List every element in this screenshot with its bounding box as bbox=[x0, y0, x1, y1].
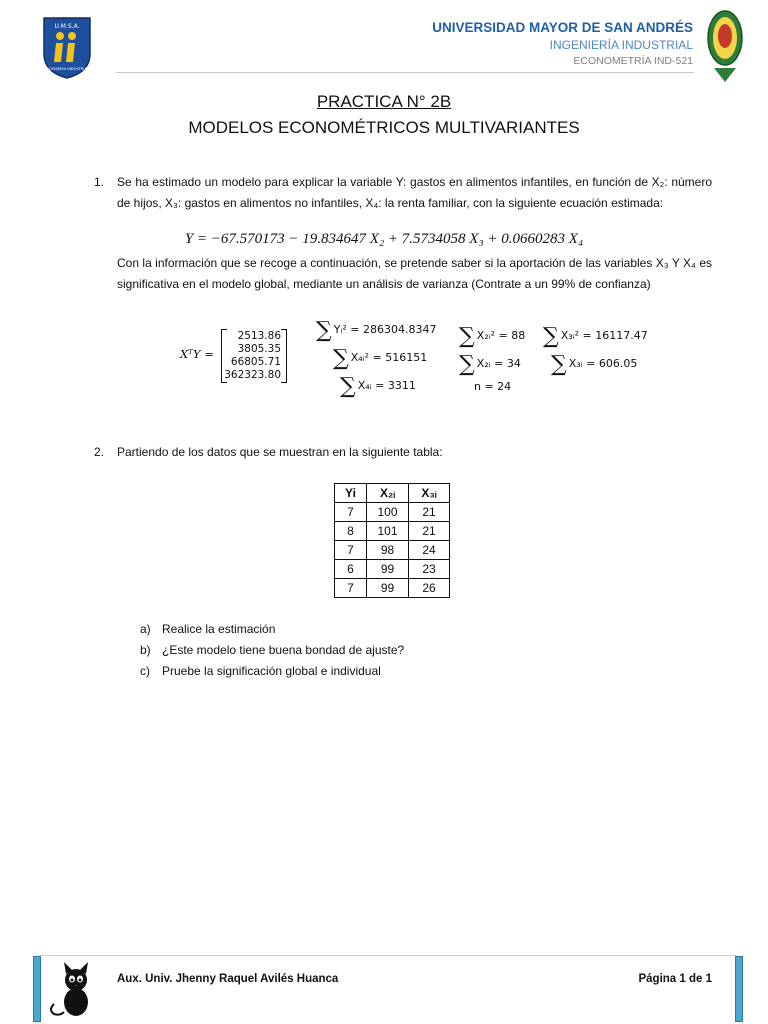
table-cell: 7 bbox=[335, 579, 367, 598]
svg-text:U.M.S.A.: U.M.S.A. bbox=[54, 23, 80, 30]
table-cell: 7 bbox=[335, 541, 367, 560]
problem-2-statement: Partiendo de los datos que se muestran en la siguiente tabla: bbox=[117, 445, 443, 459]
practice-title: PRACTICA N° 2B bbox=[316, 92, 452, 111]
table-cell: 101 bbox=[367, 522, 409, 541]
table-row bbox=[335, 579, 450, 598]
table-cell: 23 bbox=[409, 560, 450, 579]
table-cell: 6 bbox=[335, 560, 367, 579]
sum-yi2: ∑ Yᵢ² = 286304.8347 bbox=[316, 318, 437, 343]
bracket-right bbox=[281, 329, 287, 383]
sigma-icon: ∑ bbox=[333, 346, 349, 371]
header-divider bbox=[116, 72, 694, 73]
item-text: Pruebe la significación global e individual bbox=[162, 664, 381, 678]
footer-bar-left bbox=[33, 956, 41, 1022]
table-cell: 24 bbox=[409, 541, 450, 560]
table-cell: 8 bbox=[335, 522, 367, 541]
ii-logo-icon bbox=[40, 14, 94, 80]
table-row bbox=[335, 522, 450, 541]
xty-label: XᵀY = bbox=[180, 347, 214, 361]
university-name: UNIVERSIDAD MAYOR DE SAN ANDRÉS bbox=[432, 20, 693, 35]
problem-1-number: 1. bbox=[94, 175, 105, 189]
sigma-icon: ∑ bbox=[459, 352, 475, 377]
svg-text:INGENIERÍA INDUSTRIAL: INGENIERÍA INDUSTRIAL bbox=[45, 67, 89, 71]
xty-value: 3805.35 bbox=[237, 343, 281, 355]
sigma-icon: ∑ bbox=[316, 318, 332, 343]
item-label: a) bbox=[140, 622, 151, 636]
sigma-icon: ∑ bbox=[459, 324, 475, 349]
table-cell: 99 bbox=[367, 560, 409, 579]
sigma-icon: ∑ bbox=[543, 324, 559, 349]
table-row bbox=[335, 560, 450, 579]
footer-bar-right bbox=[735, 956, 743, 1022]
university-seal-icon bbox=[706, 8, 744, 84]
data-table bbox=[334, 483, 450, 598]
problem-1-statement: Se ha estimado un modelo para explicar la variable Y: gastos en alimentos infantiles, en función de X₂: número de hijos, X₃: gastos en alimentos no infantiles, X₄: la renta familiar, con la siguiente ecuación estimada: bbox=[117, 175, 712, 210]
sample-size: n = 24 bbox=[474, 380, 512, 393]
table-cell: 21 bbox=[409, 503, 450, 522]
black-cat-icon bbox=[48, 958, 98, 1018]
item-text: ¿Este modelo tiene buena bondad de ajuste? bbox=[162, 643, 405, 657]
estimated-equation: Y = −67.570173 − 19.834647 X₂ + 7.5734058 X₃ + 0.0660283 X₄ bbox=[184, 231, 584, 247]
table-header-row bbox=[335, 484, 450, 503]
sum-x4i: ∑ X₄ᵢ = 3311 bbox=[340, 374, 416, 399]
table-row bbox=[335, 541, 450, 560]
sum-x3i: ∑ X₃ᵢ = 606.05 bbox=[551, 352, 638, 377]
sum-x2i: ∑ X₂ᵢ = 34 bbox=[459, 352, 521, 377]
footer-author: Aux. Univ. Jhenny Raquel Avilés Huanca bbox=[117, 973, 339, 985]
footer-page-number: Página 1 de 1 bbox=[638, 973, 712, 985]
table-cell: 99 bbox=[367, 579, 409, 598]
item-text: Realice la estimación bbox=[162, 622, 276, 636]
table-cell: 100 bbox=[367, 503, 409, 522]
sum-x2i2: ∑ X₂ᵢ² = 88 bbox=[459, 324, 526, 349]
faculty-name: INGENIERÍA INDUSTRIAL bbox=[549, 38, 693, 52]
table-cell: 7 bbox=[335, 503, 367, 522]
table-cell: 26 bbox=[409, 579, 450, 598]
column-header: Yi bbox=[335, 484, 367, 503]
item-label: c) bbox=[140, 664, 150, 678]
footer-divider bbox=[40, 955, 736, 956]
column-header: X₃ᵢ bbox=[409, 484, 450, 503]
table-row bbox=[335, 503, 450, 522]
xty-value: 66805.71 bbox=[230, 356, 281, 368]
sigma-icon: ∑ bbox=[340, 374, 356, 399]
xty-value: 2513.86 bbox=[237, 330, 281, 342]
column-header: X₂ᵢ bbox=[367, 484, 409, 503]
item-label: b) bbox=[140, 643, 151, 657]
table-cell: 21 bbox=[409, 522, 450, 541]
problem-2-number: 2. bbox=[94, 445, 105, 459]
problem-1-statement-2: Con la información que se recoge a continuación, se pretende saber si la aportación de las variables X₃ Y X₄ es significativa en el modelo global, mediante un análisis de varianza (Contrate a un 99% de confianza) bbox=[117, 256, 712, 291]
xty-vector bbox=[221, 329, 287, 383]
sum-x4i2: ∑ X₄ᵢ² = 516151 bbox=[333, 346, 428, 371]
sigma-icon: ∑ bbox=[551, 352, 567, 377]
course-name: ECONOMETRÍA IND-521 bbox=[573, 55, 693, 67]
sum-x3i2: ∑ X₃ᵢ² = 16117.47 bbox=[543, 324, 648, 349]
xty-value: 362323.80 bbox=[224, 369, 281, 381]
table-cell: 98 bbox=[367, 541, 409, 560]
practice-subtitle: MODELOS ECONOMÉTRICOS MULTIVARIANTES bbox=[188, 118, 580, 137]
